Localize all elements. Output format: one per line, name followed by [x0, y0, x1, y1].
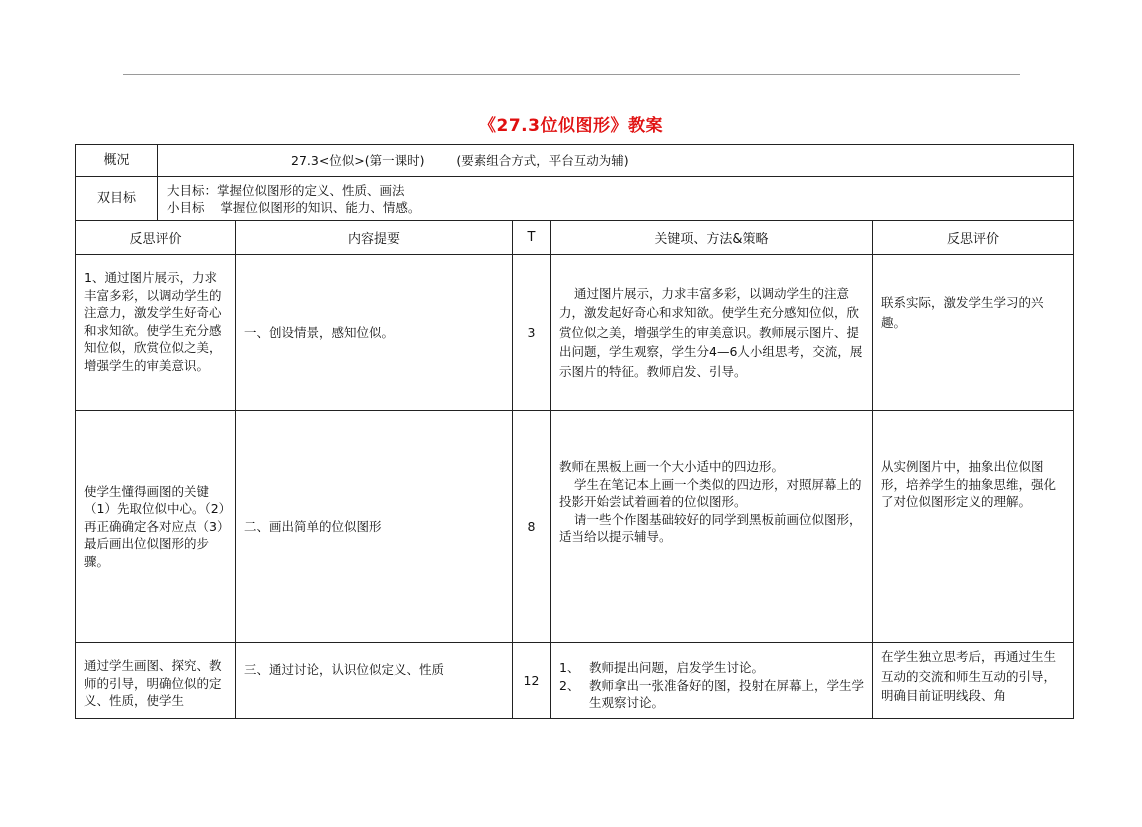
overview-text: 27.3<位似>(第一课时) (要素组合方式，平台互动为辅) [158, 145, 1074, 177]
table-row [76, 255, 1074, 411]
row3-reflect-right [873, 643, 1074, 719]
header-rule [123, 74, 1020, 75]
row2-method [551, 411, 873, 643]
header-method: 关键项、方法&策略 [551, 221, 873, 255]
overview-label: 概况 [76, 145, 158, 177]
header-reflect-right: 反思评价 [873, 221, 1074, 255]
row2-method-line: 请一些个作图基础较好的同学到黑板前画位似图形，适当给以提示辅导。 [559, 511, 862, 545]
goal-small: 小目标 掌握位似图形的知识、能力、情感。 [167, 199, 421, 215]
goal-big: 大目标：掌握位似图形的定义、性质、画法 [167, 182, 405, 198]
row1-reflect-right-text: 联系实际，激发学生学习的兴趣。 [881, 295, 1044, 330]
goals-cell [158, 177, 1074, 221]
header-t: T [513, 221, 551, 255]
overview-row [76, 145, 1074, 177]
table-row [76, 411, 1074, 643]
row1-t: 3 [513, 255, 551, 411]
table-row [76, 643, 1074, 719]
goals-row [76, 177, 1074, 221]
row1-reflect-right [873, 255, 1074, 411]
row1-reflect-left-text: 1、通过图片展示，力求丰富多彩，以调动学生的注意力，激发学生好奇心和求知欲。使学生充分感知位似，欣赏位似之美，增强学生的审美意识。 [84, 270, 222, 373]
row3-reflect-left-text: 通过学生画图、探究、教师的引导，明确位似的定义、性质，使学生 [84, 658, 222, 709]
row2-reflect-right [873, 411, 1074, 643]
row3-t: 12 [513, 643, 551, 719]
row2-reflect-left-text: 使学生懂得画图的关键（1）先取位似中心。（2）再正确确定各对应点（3）最后画出位似图形的步骤。 [84, 483, 225, 569]
row1-method-text: 通过图片展示，力求丰富多彩，以调动学生的注意力，激发起好奇心和求知欲。使学生充分感知位似，欣赏位似之美，增强学生的审美意识。教师展示图片、提出问题，学生观察，学生分4—6人小组思考，交流，展示图片的特征。教师启发、引导。 [559, 285, 863, 379]
row3-reflect-right-text: 在学生独立思考后，再通过生生互动的交流和师生互动的引导，明确目前证明线段、角 [881, 649, 1057, 703]
row2-method-line: 学生在笔记本上画一个类似的四边形，对照屏幕上的投影开始尝试着画着的位似图形。 [559, 476, 862, 510]
row3-reflect-left [76, 643, 236, 719]
row3-method [551, 643, 873, 719]
lesson-table [75, 220, 1074, 719]
row3-content: 三、通过讨论，认识位似定义、性质 [236, 643, 513, 719]
row3-method-item-text: 教师拿出一张准备好的图，投射在屏幕上，学生学生观察讨论。 [589, 677, 865, 711]
row1-method [551, 255, 873, 411]
row1-reflect-left [76, 255, 236, 411]
header-reflect-left: 反思评价 [76, 221, 236, 255]
row3-method-item [559, 677, 864, 712]
header-row [76, 221, 1074, 255]
row2-reflect-right-text: 从实例图片中，抽象出位似图形，培养学生的抽象思维，强化了对位似图形定义的理解。 [881, 459, 1057, 510]
row2-method-line: 教师在黑板上画一个大小适中的四边形。 [559, 459, 785, 474]
header-content: 内容提要 [236, 221, 513, 255]
row2-t: 8 [513, 411, 551, 643]
row2-reflect-left [76, 411, 236, 643]
row3-method-item-num: 1、 [559, 660, 580, 675]
document-title: 《27.3位似图形》教案 [479, 116, 663, 136]
goals-label: 双目标 [76, 177, 158, 221]
meta-table [75, 144, 1074, 221]
row3-method-item-num: 2、 [559, 677, 580, 693]
row2-content: 二、画出简单的位似图形 [236, 411, 513, 643]
row3-method-item [559, 659, 864, 677]
row1-content: 一、创设情景，感知位似。 [236, 255, 513, 411]
row3-method-item-text: 教师提出问题，启发学生讨论。 [589, 660, 765, 675]
